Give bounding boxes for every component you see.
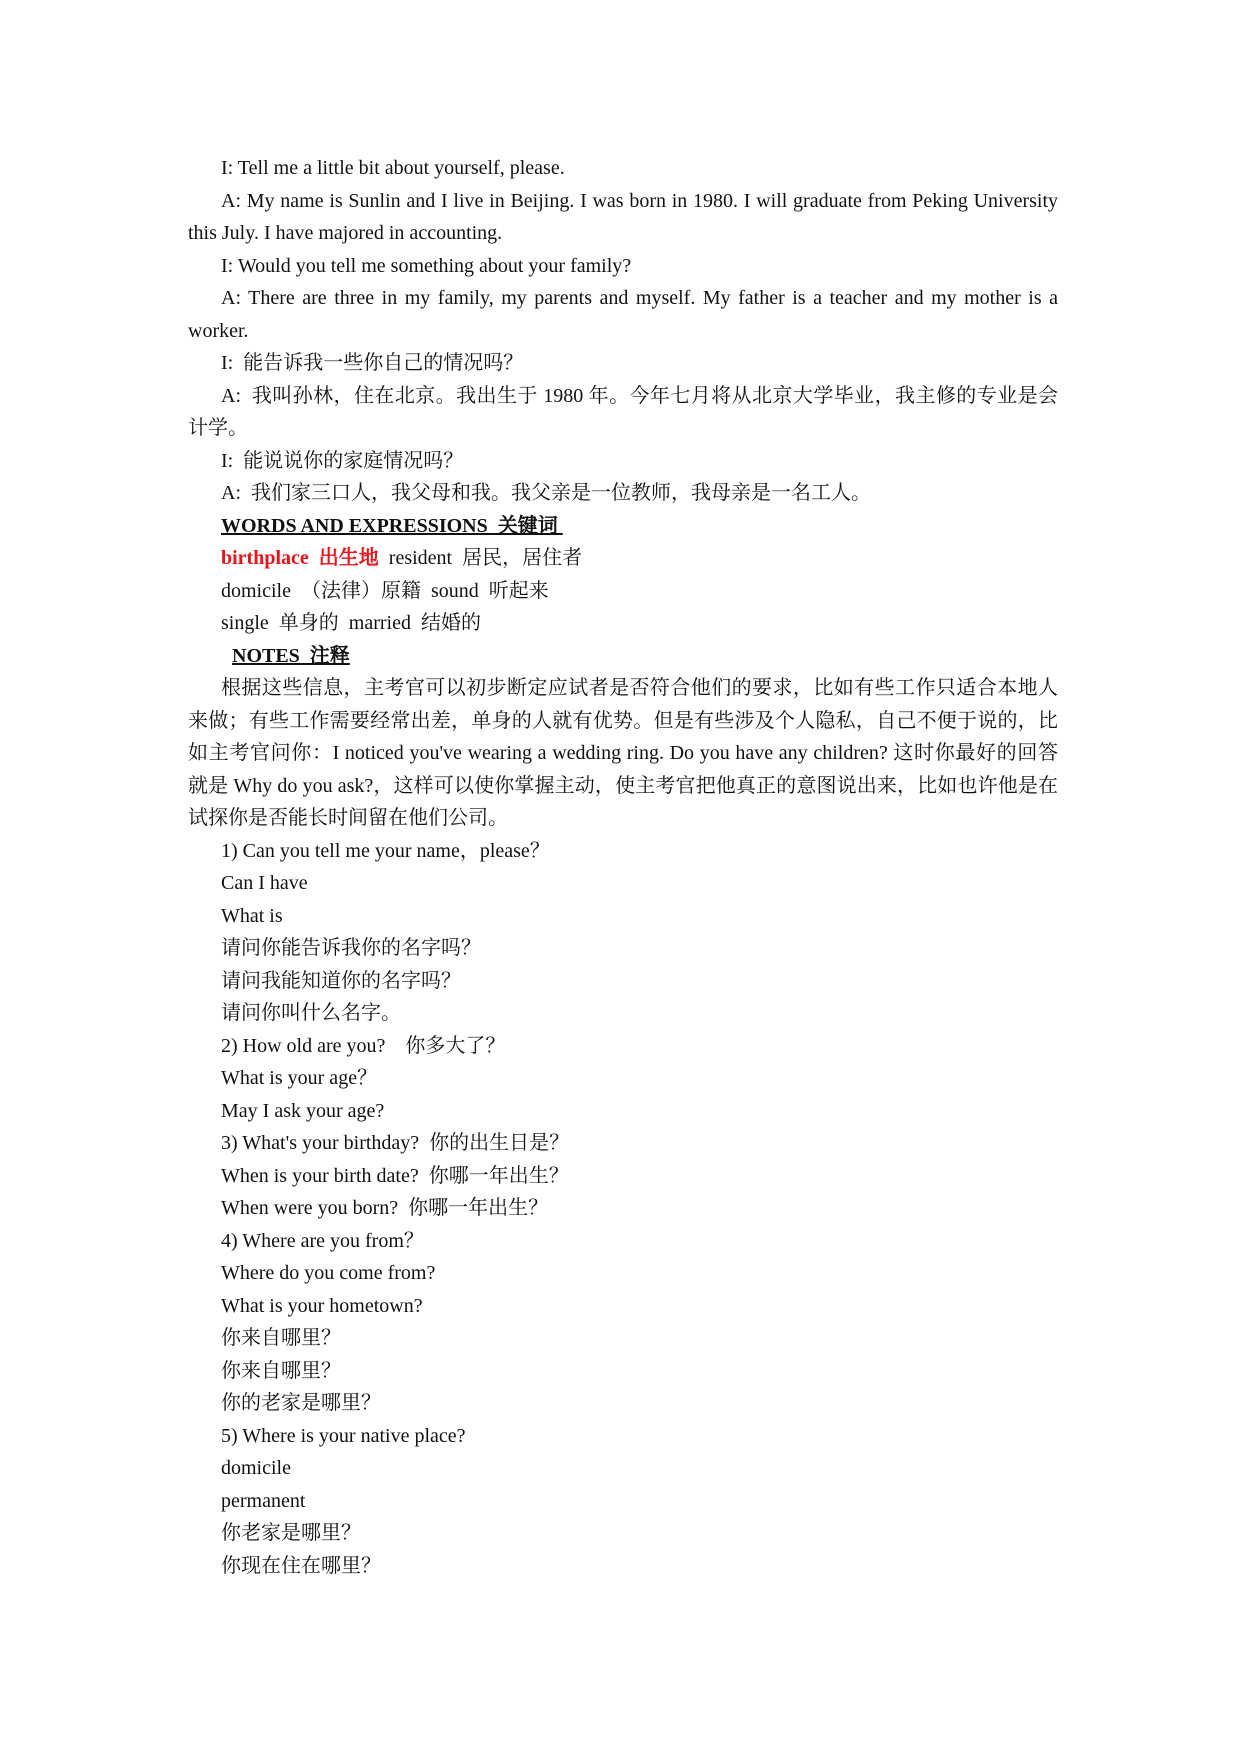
dialogue-en-line: A: There are three in my family, my parents and myself. My father is a teacher and my mother is a worker.	[188, 287, 1063, 342]
vocab-highlight: birthplace 出生地	[221, 547, 379, 569]
dialogue-zh-line: I: 能告诉我一些你自己的情况吗？	[221, 352, 524, 374]
phrase-line: 4) Where are you from？	[221, 1229, 424, 1252]
phrase-line: May I ask your age?	[221, 1099, 385, 1122]
phrase-line: 你的老家是哪里？	[221, 1392, 381, 1414]
vocab-row	[188, 542, 1058, 575]
phrase-line: Can I have	[221, 872, 308, 894]
vocab-row: domicile （法律）原籍 sound 听起来	[221, 579, 549, 602]
phrase-line: 你现在住在哪里？	[221, 1554, 381, 1577]
phrase-line: 你来自哪里？	[221, 1359, 341, 1382]
notes-heading: NOTES 注释	[232, 644, 350, 667]
notes-paragraph: 根据这些信息，主考官可以初步断定应试者是否符合他们的要求，比如有些工作只适合本地人来做；有些工作需要经常出差，单身的人就有优势。但是有些涉及个人隐私，自己不便于说的，比如主考官问你：I noticed you've wearing a wedding ring. Do you have any children? 这时你最好的回答就是 Why do you ask?，这样可以使你掌握主动，使主考官把他真正的意图说出来，比如也许他是在试探你是否能长时间留在他们公司。	[188, 677, 1058, 829]
dialogue-en-line: I: Tell me a little bit about yourself, please.	[221, 157, 565, 179]
phrase-line: permanent	[221, 1489, 306, 1512]
phrase-line: 请问你能告诉我你的名字吗？	[221, 937, 481, 959]
phrase-line: Where do you come from?	[221, 1262, 436, 1284]
words-heading: WORDS AND EXPRESSIONS 关键词	[221, 514, 563, 537]
phrase-line: What is your age？	[221, 1067, 378, 1089]
phrase-line: 1) Can you tell me your name，please？	[221, 839, 550, 862]
vocab-row: single 单身的 married 结婚的	[221, 612, 481, 634]
dialogue-en-line: I: Would you tell me something about your family?	[221, 254, 632, 277]
phrase-line: When is your birth date? 你哪一年出生？	[221, 1164, 569, 1187]
phrase-line: 2) How old are you? 你多大了？	[221, 1034, 506, 1057]
document-page	[188, 152, 1063, 1582]
phrase-line: 请问你叫什么名字。	[221, 1002, 401, 1024]
phrase-line: 你来自哪里？	[221, 1327, 341, 1349]
phrase-line: 5) Where is your native place?	[221, 1424, 466, 1447]
phrase-line: What is your hometown?	[221, 1294, 423, 1317]
phrase-line: What is	[221, 904, 283, 927]
dialogue-en-line: A: My name is Sunlin and I live in Beijing. I was born in 1980. I will graduate from Peking University this July. I have majored in accounting.	[188, 189, 1063, 244]
dialogue-zh-line: A: 我们家三口人，我父母和我。我父亲是一位教师，我母亲是一名工人。	[221, 482, 871, 504]
phrase-line: 请问我能知道你的名字吗？	[221, 969, 461, 992]
dialogue-zh-line: I: 能说说你的家庭情况吗？	[221, 449, 464, 472]
phrase-line: domicile	[221, 1457, 291, 1479]
phrase-line: When were you born? 你哪一年出生？	[221, 1197, 549, 1219]
vocab-text: resident 居民，居住者	[378, 547, 583, 569]
phrase-line: 你老家是哪里？	[221, 1522, 361, 1544]
phrase-line: 3) What's your birthday? 你的出生日是？	[221, 1132, 570, 1154]
dialogue-zh-line: A: 我叫孙林，住在北京。我出生于 1980 年。今年七月将从北京大学毕业，我主修的专业是会计学。	[188, 384, 1058, 439]
